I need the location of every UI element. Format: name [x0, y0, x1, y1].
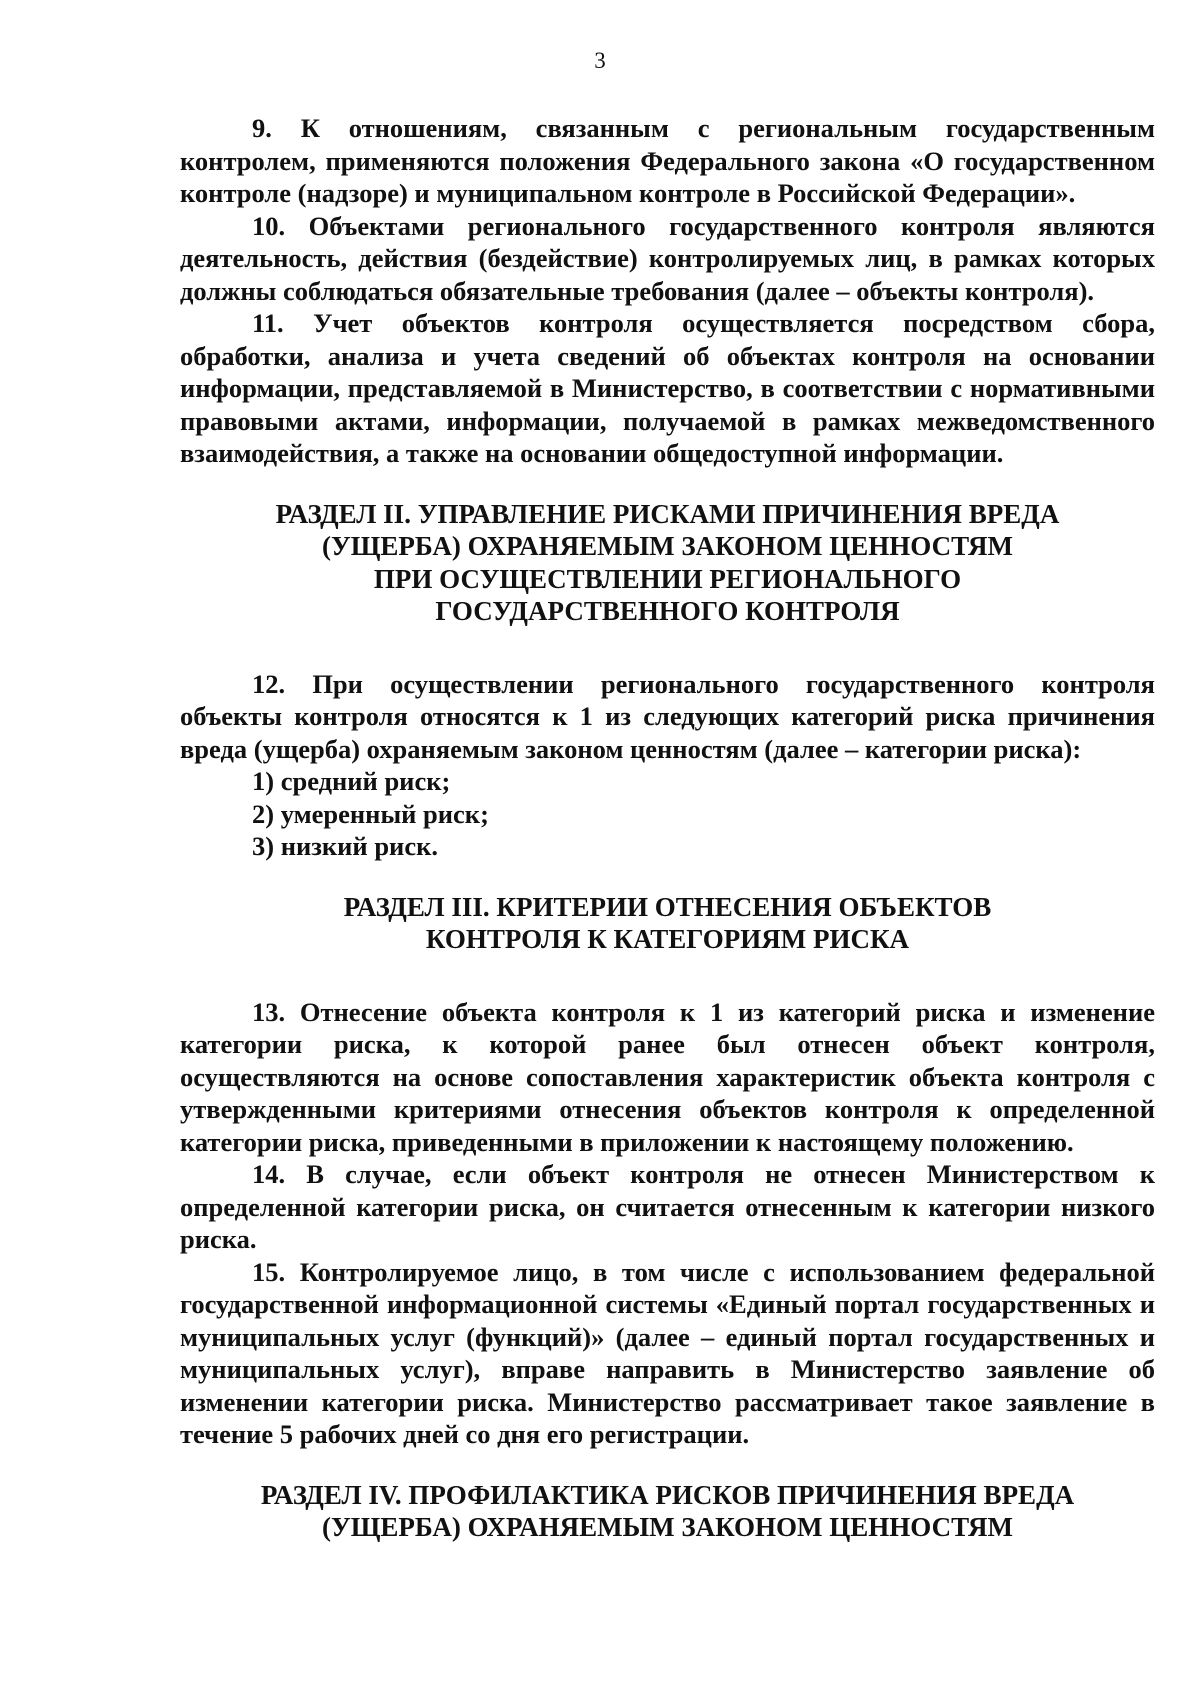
paragraph-11: 11. Учет объектов контроля осуществляется посредством сбора, обработки, анализа и учета сведений об объектах контроля на основании информации, представляемой в Министерство, в соответствии с нормативными правовыми актами, информации, получаемой в рамках межведомственного взаимодействия, а также на основании общедоступной информации. [180, 308, 1155, 468]
risk-list-item: 1) средний риск; [252, 766, 451, 796]
section-3-heading [180, 891, 1155, 956]
section-3-heading-line: КОНТРОЛЯ К КАТЕГОРИЯМ РИСКА [425, 924, 910, 954]
section-2-heading-line: ГОСУДАРСТВЕННОГО КОНТРОЛЯ [435, 596, 900, 626]
section-4-heading-line: (УЩЕРБА) ОХРАНЯЕМЫМ ЗАКОНОМ ЦЕННОСТЯМ [321, 1512, 1014, 1542]
section-4-heading [180, 1479, 1155, 1544]
paragraph-12: 12. При осуществлении регионального государственного контроля объекты контроля относятся к 1 из следующих категорий риска причинения вреда (ущерба) охраняемым законом ценностям (далее – категории риска): [180, 668, 1155, 764]
page-number: 3 [594, 48, 606, 73]
paragraph-13: 13. Отнесение объекта контроля к 1 из категорий риска и изменение категории риска, к которой ранее был отнесен объект контроля, осуществляются на основе сопоставления характеристик объекта контроля с утвержденными критериями отнесения объектов контроля к определенной категории риска, приведенными в приложении к настоящему положению. [180, 996, 1155, 1157]
section-2-heading-line: (УЩЕРБА) ОХРАНЯЕМЫМ ЗАКОНОМ ЦЕННОСТЯМ [321, 531, 1014, 561]
paragraph-9: 9. К отношениям, связанным с региональным государственным контролем, применяются положения Федерального закона «О государственном контроле (надзоре) и муниципальном контроле в Российской Федерации». [180, 113, 1155, 208]
document-body [180, 112, 1155, 1544]
section-3-heading-line: РАЗДЕЛ III. КРИТЕРИИ ОТНЕСЕНИЯ ОБЪЕКТОВ [343, 891, 992, 922]
paragraph-10: 10. Объектами регионального государственного контроля являются деятельность, действия (бездействие) контролируемых лиц, в рамках которых должны соблюдаться обязательные требования (далее – объекты контроля). [180, 210, 1155, 306]
paragraph-14: 14. В случае, если объект контроля не отнесен Министерством к определенной категории риска, он считается отнесенным к категории низкого риска. [180, 1159, 1155, 1254]
paragraph-15: 15. Контролируемое лицо, в том числе с использованием федеральной государственной информационной системы «Единый портал государственных и муниципальных услуг (функций)» (далее – единый портал государственных и муниципальных услуг), вправе направить в Министерство заявление об изменении категории риска. Министерство рассматривает такое заявление в течение 5 рабочих дней со дня его регистрации. [180, 1256, 1155, 1449]
section-2-heading-line: РАЗДЕЛ II. УПРАВЛЕНИЕ РИСКАМИ ПРИЧИНЕНИЯ ВРЕДА [275, 498, 1060, 529]
risk-list-item: 2) умеренный риск; [252, 798, 489, 829]
risk-list-item: 3) низкий риск. [252, 831, 438, 861]
section-2-heading [180, 498, 1155, 628]
section-4-heading-line: РАЗДЕЛ IV. ПРОФИЛАКТИКА РИСКОВ ПРИЧИНЕНИЯ ВРЕДА [260, 1479, 1075, 1510]
section-2-heading-line: ПРИ ОСУЩЕСТВЛЕНИИ РЕГИОНАЛЬНОГО [373, 563, 962, 594]
